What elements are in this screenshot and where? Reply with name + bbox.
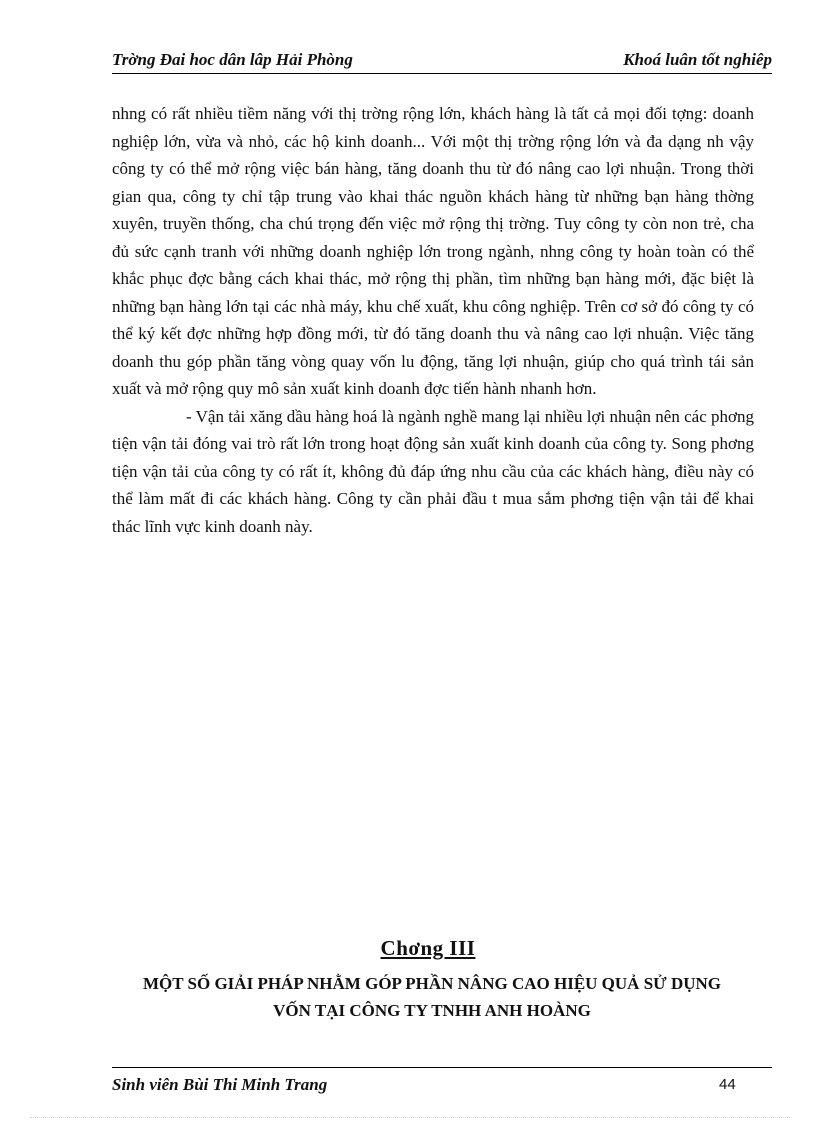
paragraph-1: nhng có rất nhiều tiềm năng với thị trờng rộng lớn, khách hàng là tất cả mọi đối tợng: doanh nghiệp lớn, vừa và nhỏ, các hộ kinh doanh... Với một thị trờng rộng lớn và đa dạng nh vậy công ty có thể mở rộng việc bán hàng, tăng doanh thu từ đó nâng cao lợi nhuận. Trong thời gian qua, công ty chỉ tập trung vào khai thác nguồn khách hàng từ những bạn hàng thờng xuyên, truyền thống, cha chú trọng đến việc mở rộng thị trờng. Tuy công ty còn non trẻ, cha đủ sức cạnh tranh với những doanh nghiệp lớn trong ngành, nhng công ty hoàn toàn có thể khắc phục đợc bằng cách khai thác, mở rộng thị phần, tìm những bạn hàng mới, đặc biệt là những bạn hàng lớn tại các nhà máy, khu chế xuất, khu công nghiệp. Trên cơ sở đó công ty có thể ký kết đợc những hợp đồng mới, từ đó tăng doanh thu và nâng cao lợi nhuận. Việc tăng doanh thu góp phần tăng vòng quay vốn lu động, tăng lợi nhuận, giúp cho quá trình tái sản xuất và mở rộng quy mô sản xuất kinh doanh đợc tiến hành nhanh hơn. (112, 104, 754, 398)
footer-student: Sinh viên Bùi Thi Minh Trang (112, 1075, 328, 1094)
paragraph-2: - Vận tải xăng dầu hàng hoá là ngành nghề mang lại nhiều lợi nhuận nên các phơng tiện vận tải đóng vai trò rất lớn trong hoạt động sản xuất kinh doanh của công ty. Song phơng tiện vận tải của công ty có rất ít, không đủ đáp ứng nhu cầu của các khách hàng, điều này có thể làm mất đi các khách hàng. Công ty cần phải đầu t mua sắm phơng tiện vận tải để khai thác lĩnh vực kinh doanh này. (112, 406, 754, 536)
footer-divider (112, 1067, 772, 1068)
header-doc-type: Khoá luân tốt nghiêp (623, 50, 772, 69)
chapter-subtitle-line1: MỘT SỐ GIẢI PHÁP NHẰM GÓP PHẦN NÂNG CAO HIỆU QUẢ SỬ DỤNG (142, 974, 722, 993)
chapter-heading (0, 936, 816, 961)
body-text (112, 100, 754, 540)
chapter-subtitle-line2: VỐN TẠI CÔNG TY TNHH ANH HOÀNG (273, 1001, 591, 1020)
page-edge-dots (30, 1117, 790, 1118)
page-number: 44 (719, 1076, 736, 1093)
chapter-title: Chơng III (380, 936, 476, 960)
header-divider (112, 73, 772, 74)
header-school: Trờng Đai hoc dân lâp Hải Phòng (112, 50, 353, 69)
